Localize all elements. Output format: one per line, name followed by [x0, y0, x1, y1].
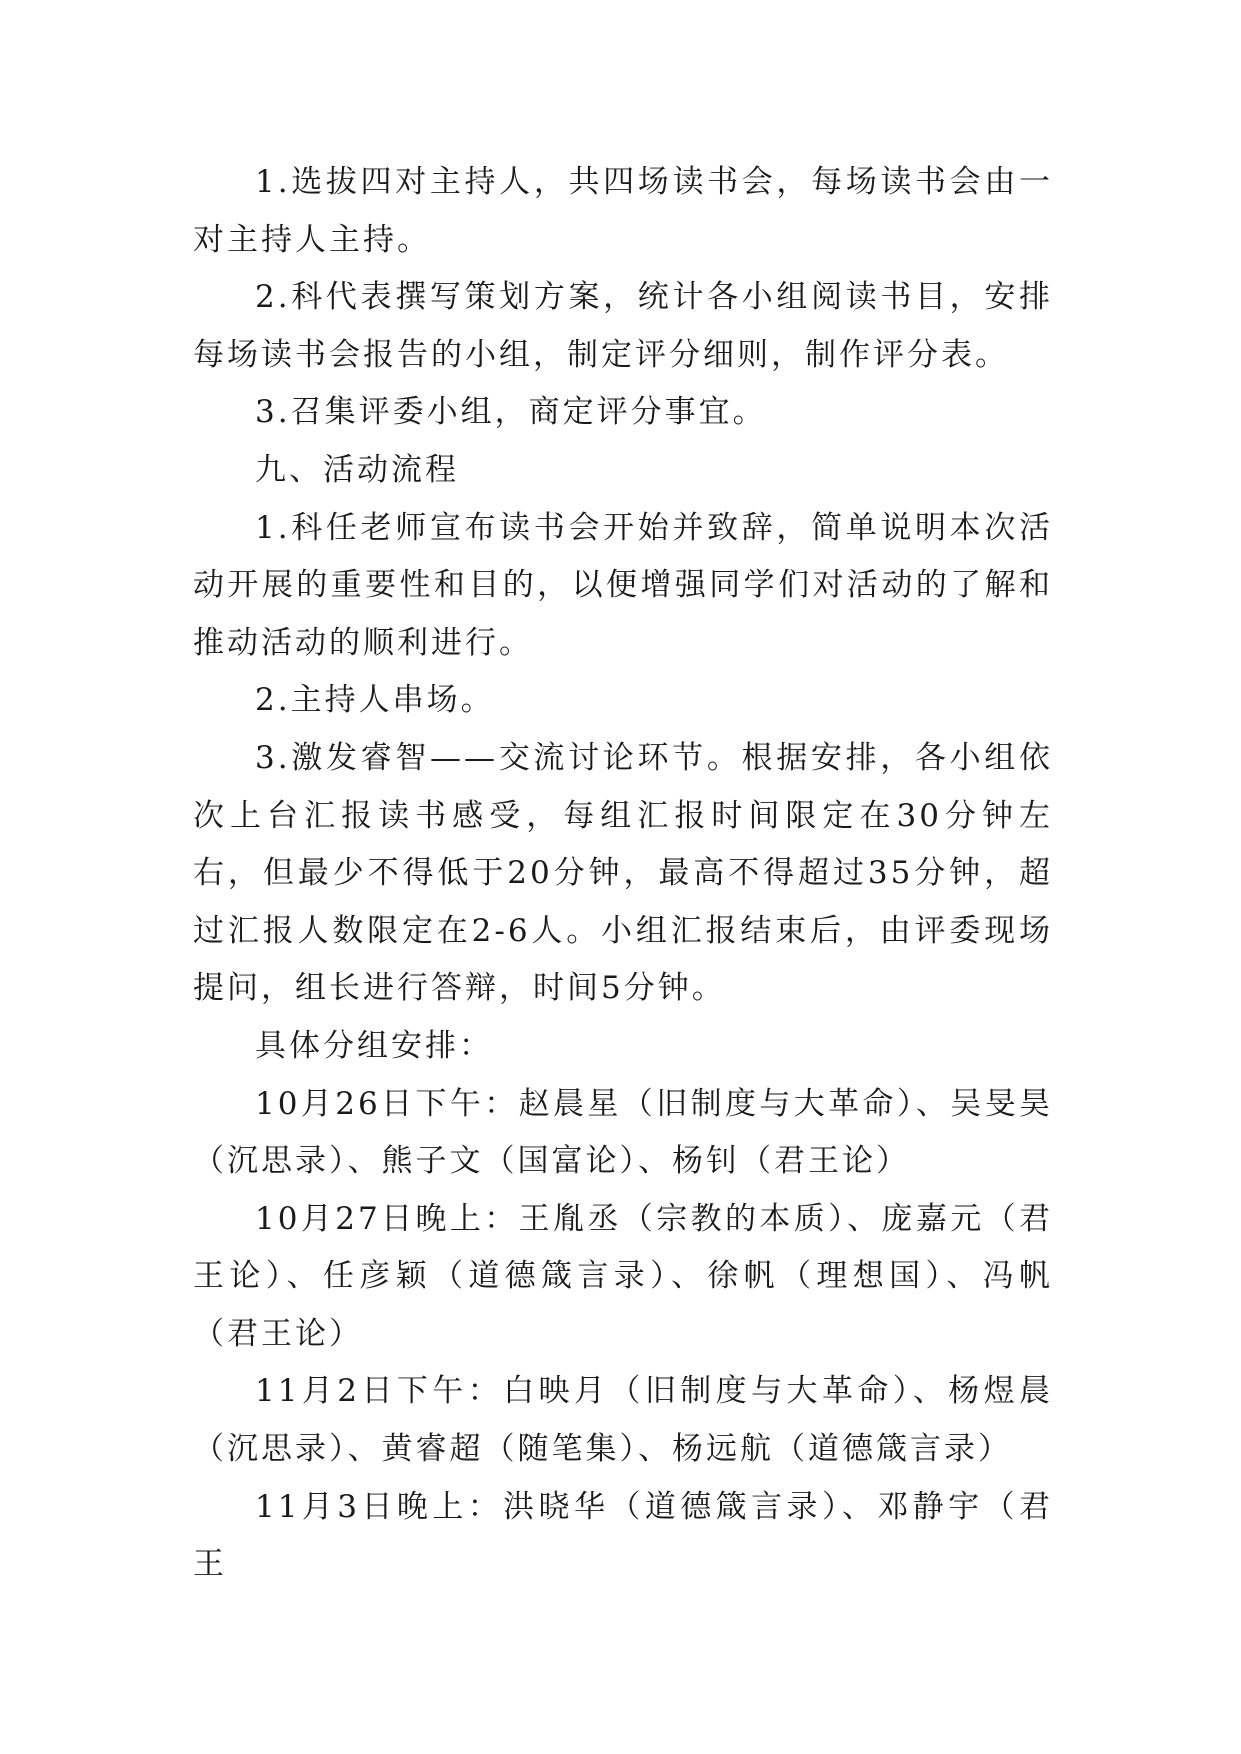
- schedule-nov-3: 11月3日晚上：洪晓华（道德箴言录）、邓静宇（君王: [193, 1488, 1053, 1583]
- document-body: [193, 154, 1053, 1594]
- paragraph-plan-writing: 2.科代表撰写策划方案，统计各小组阅读书目，安排每场读书会报告的小组，制定评分细则，制作评分表。: [193, 279, 1053, 373]
- paragraph-group-heading: 具体分组安排：: [255, 1027, 493, 1064]
- schedule-oct-26: 10月26日下午：赵晨星（旧制度与大革命）、吴旻昊（沉思录）、熊子文（国富论）、杨钊（君王论）: [193, 1085, 1053, 1180]
- schedule-nov-2: 11月2日下午：白映月（旧制度与大革命）、杨煜晨（沉思录）、黄睿超（随笔集）、杨远航（道德箴言录）: [193, 1373, 1053, 1468]
- schedule-oct-27: 10月27日晚上：王胤丞（宗教的本质）、庞嘉元（君王论）、任彦颖（道德箴言录）、徐帆（理想国）、冯帆（君王论）: [193, 1200, 1053, 1352]
- paragraph-host-selection: 1.选拔四对主持人，共四场读书会，每场读书会由一对主持人主持。: [193, 164, 1053, 258]
- paragraph-discussion: 3.激发睿智——交流讨论环节。根据安排，各小组依次上台汇报读书感受，每组汇报时间限定在30分钟左右，但最少不得低于20分钟，最高不得超过35分钟，超过汇报人数限定在2-6人。小组汇报结束后，由评委现场提问，组长进行答辩，时间5分钟。: [193, 739, 1053, 1007]
- section-heading-activity-flow: 九、活动流程: [255, 451, 459, 488]
- paragraph-opening-speech: 1.科任老师宣布读书会开始并致辞，简单说明本次活动开展的重要性和目的，以便增强同学们对活动的了解和推动活动的顺利进行。: [193, 509, 1053, 661]
- paragraph-judges: 3.召集评委小组，商定评分事宜。: [255, 394, 767, 431]
- paragraph-host-transition: 2.主持人串场。: [255, 682, 495, 719]
